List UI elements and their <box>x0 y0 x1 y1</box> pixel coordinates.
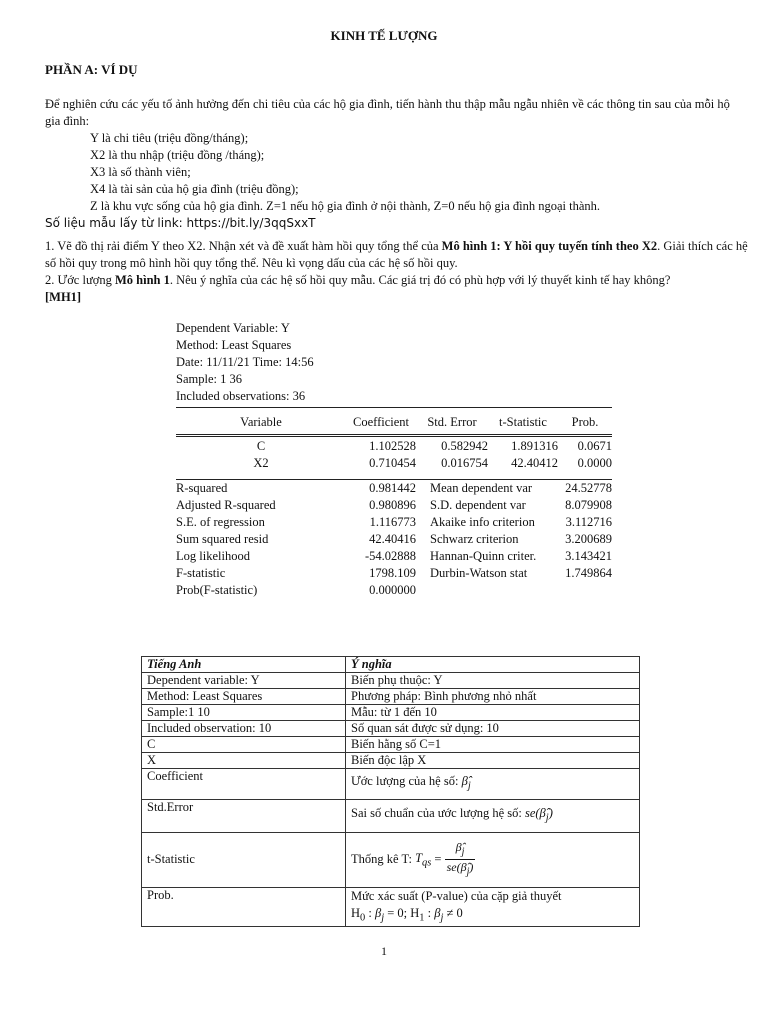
table-row <box>142 705 640 721</box>
cell: Sample:1 10 <box>142 705 346 721</box>
table-row <box>176 497 612 514</box>
var-x3: X3 là số thành viên; <box>90 165 191 179</box>
cell: 0.710454 <box>369 456 416 470</box>
table-row <box>176 548 612 565</box>
var-y: Y là chi tiêu (triệu đồng/tháng); <box>90 131 249 145</box>
cell: -54.02888 <box>364 549 416 563</box>
table-row <box>142 689 640 705</box>
cell: Schwarz criterion <box>430 532 519 546</box>
cell: t-Statistic <box>142 832 346 887</box>
q1-text: 1. Vẽ đồ thị rải điểm Y theo X2. Nhận xét và đề xuất hàm hồi quy tổng thể của <box>45 239 442 253</box>
cell: X2 <box>253 456 269 470</box>
cell: C <box>142 737 346 753</box>
cell: 1.891316 <box>511 439 558 453</box>
meta-line: Sample: 1 36 <box>176 372 242 386</box>
cell: 0.0000 <box>577 456 612 470</box>
cell-text: Sai số chuẩn của ước lượng hệ số: <box>351 805 522 820</box>
meta-line: Date: 11/11/21 Time: 14:56 <box>176 355 314 369</box>
table-row <box>142 832 640 887</box>
cell: 3.200689 <box>565 532 612 546</box>
glossary-header-vi: Ý nghĩa <box>346 657 640 673</box>
cell-text: Thống kê T: <box>351 851 412 866</box>
meta-line: Dependent Variable: Y <box>176 321 290 335</box>
cell: S.E. of regression <box>176 515 265 529</box>
cell: Prob(F-statistic) <box>176 583 258 597</box>
questions-block <box>45 238 750 306</box>
cell: Dependent variable: Y <box>142 673 346 689</box>
cell: 0.980896 <box>369 498 416 512</box>
cell: Sum squared resid <box>176 532 269 546</box>
q2-text-end: . Nêu ý nghĩa của các hệ số hồi quy mẫu. Các giá trị đó có phù hợp với lý thuyết kinh tế hay không? <box>169 273 671 287</box>
cell: Số quan sát được sử dụng: 10 <box>346 721 640 737</box>
cell: 0.000000 <box>369 583 416 597</box>
beta-hat-j: $\betâ_j$ <box>461 774 471 792</box>
cell: Hannan-Quinn criter. <box>430 549 537 563</box>
cell: R-squared <box>176 481 228 495</box>
cell: 1798.109 <box>369 566 416 580</box>
section-heading: PHẦN A: VÍ DỤ <box>45 62 138 77</box>
var-x4: X4 là tài sản của hộ gia đình (triệu đồng); <box>90 182 299 196</box>
cell: Akaike info criterion <box>430 515 535 529</box>
cell: 3.143421 <box>565 549 612 563</box>
cell-text: Ước lượng của hệ số: <box>351 774 459 788</box>
q2-bold: Mô hình 1 <box>114 273 170 287</box>
cell: 42.40416 <box>369 532 416 546</box>
cell: X <box>142 753 346 769</box>
cell-text: Mức xác suất (P-value) của cặp giả thuyết <box>351 888 562 903</box>
cell <box>346 799 640 832</box>
hypothesis-formula: $H_0$ : $\beta_j = 0$; $H_1$ : $\beta_j \ne 0$ <box>351 905 463 923</box>
cell: 0.0671 <box>577 439 612 453</box>
table-row <box>142 887 640 927</box>
cell: 3.112716 <box>565 515 612 529</box>
table-row <box>176 438 612 455</box>
cell: 0.981442 <box>369 481 416 495</box>
cell: Thống kê T: $T_{qs}$ = $\frac{\betâ_j}{se(\betâ_j)}$ <box>346 832 640 887</box>
glossary-table <box>141 656 640 927</box>
meta-line: Method: Least Squares <box>176 338 292 352</box>
cell: Biến hằng số C=1 <box>346 737 640 753</box>
table-row <box>176 480 612 497</box>
question-1 <box>45 238 750 272</box>
q1-bold: Mô hình 1: Y hồi quy tuyến tính theo X2 <box>441 239 658 253</box>
t-qs-symbol: $T_{qs}$ <box>415 851 432 869</box>
cell: Prob. <box>142 887 346 927</box>
cell: Adjusted R-squared <box>176 498 276 512</box>
table-row <box>142 721 640 737</box>
t-stat-fraction: $\frac{\betâ_j}{se(\betâ_j)}$ <box>446 839 474 878</box>
table-row <box>142 799 640 832</box>
table-row <box>176 514 612 531</box>
divider <box>176 434 612 437</box>
se-beta-hat-j: $se(\betâ_j)$ <box>524 805 553 823</box>
cell: Log likelihood <box>176 549 250 563</box>
cell: Included observation: 10 <box>142 721 346 737</box>
cell <box>346 769 640 800</box>
table-row <box>176 565 612 582</box>
col-header: Variable <box>240 414 282 429</box>
col-header: Std. Error <box>427 414 477 429</box>
cell: Coefficient <box>142 769 346 800</box>
q2-text: 2. Ước lượng <box>45 273 115 287</box>
cell: 1.116773 <box>369 515 416 529</box>
glossary-header-en: Tiếng Anh <box>142 657 346 673</box>
cell: S.D. dependent var <box>430 498 526 512</box>
cell: 1.102528 <box>369 439 416 453</box>
cell: Method: Least Squares <box>142 689 346 705</box>
table-row <box>176 455 612 472</box>
cell: Mean dependent var <box>430 481 533 495</box>
cell: 0.016754 <box>441 456 488 470</box>
page-number: 1 <box>381 944 387 958</box>
cell: 8.079908 <box>565 498 612 512</box>
intro-block <box>45 96 745 232</box>
cell: Std.Error <box>142 799 346 832</box>
coef-table <box>176 408 612 480</box>
cell: 0.582942 <box>441 439 488 453</box>
cell: Biến độc lập X <box>346 753 640 769</box>
cell: Biến phụ thuộc: Y <box>346 673 640 689</box>
regression-meta <box>176 320 612 405</box>
col-header: Prob. <box>571 414 599 429</box>
cell: C <box>256 439 266 453</box>
table-row <box>176 531 612 548</box>
cell: 1.749864 <box>565 566 612 580</box>
table-row <box>142 753 640 769</box>
cell: F-statistic <box>176 566 226 580</box>
question-2 <box>45 272 750 289</box>
cell: 42.40412 <box>511 456 558 470</box>
table-row <box>142 673 640 689</box>
meta-line: Included observations: 36 <box>176 389 306 403</box>
intro-paragraph: Để nghiên cứu các yếu tố ảnh hưởng đến chi tiêu của các hộ gia đình, tiến hành thu thập mẫu ngẫu nhiên về các thông tin sau của mỗi hộ gia đình: <box>45 97 730 128</box>
regression-output <box>176 320 612 599</box>
col-header: t-Statistic <box>499 414 547 429</box>
q1-text-end: . Giải thích các hệ số hồi quy trong mô hình hồi quy tổng thể. Nêu kì vọng dấu của các hệ số hồi quy. <box>45 239 748 270</box>
model-tag: [MH1] <box>45 290 82 304</box>
table-row <box>176 582 612 599</box>
cell: 24.52778 <box>565 481 612 495</box>
doc-title: KINH TẾ LƯỢNG <box>330 28 438 43</box>
table-row <box>142 737 640 753</box>
cell: Mẫu: từ 1 đến 10 <box>346 705 640 721</box>
var-x2: X2 là thu nhập (triệu đồng /tháng); <box>90 148 265 162</box>
cell: Durbin-Watson stat <box>430 566 528 580</box>
cell: Phương pháp: Bình phương nhỏ nhất <box>346 689 640 705</box>
stats-table <box>176 480 612 599</box>
data-link[interactable]: Số liệu mẫu lấy từ link: https://bit.ly/3qqSxxT <box>45 216 316 230</box>
cell <box>346 887 640 927</box>
var-z: Z là khu vực sống của hộ gia đình. Z=1 nếu hộ gia đình ở nội thành, Z=0 nếu hộ gia đình ngoại thành. <box>90 199 601 213</box>
table-row <box>142 769 640 800</box>
col-header: Coefficient <box>353 414 409 429</box>
